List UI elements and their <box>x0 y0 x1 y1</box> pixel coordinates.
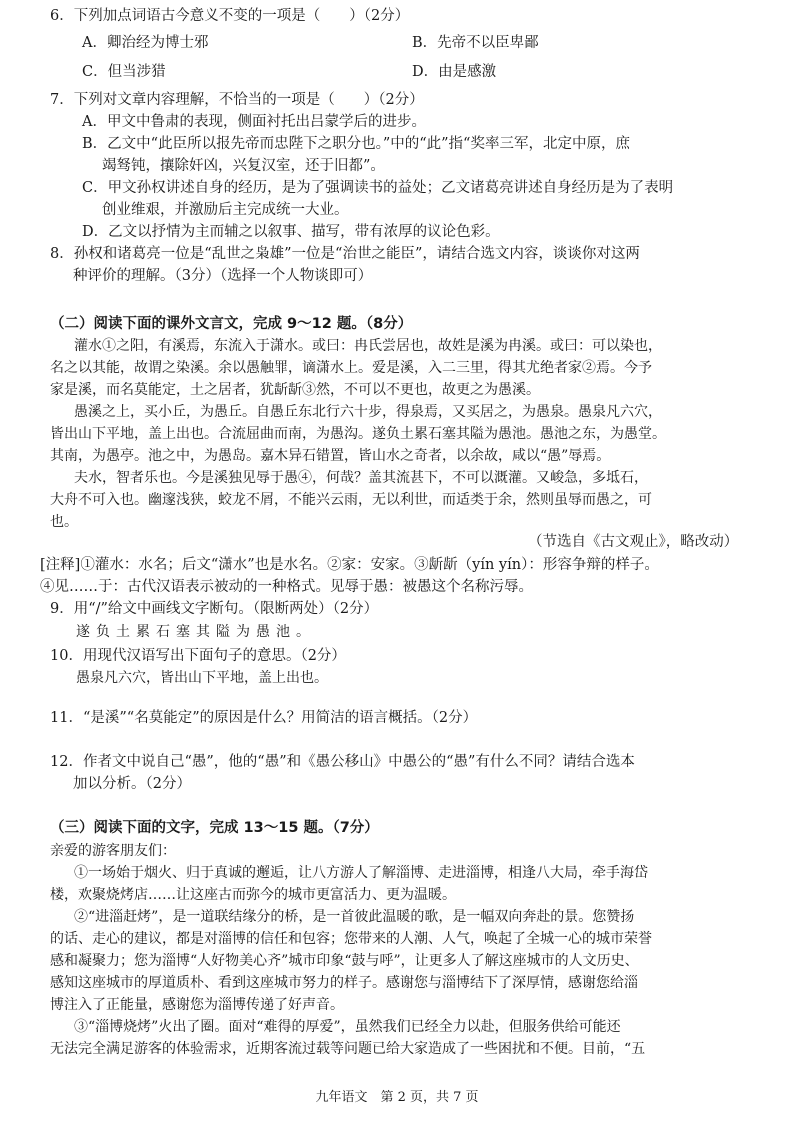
passage-line: 名之以其能，故谓之染溪。余以愚触罪，谪潇水上。爱是溪，入二三里，得其尤绝者家②焉。今予 <box>50 360 652 376</box>
q6-option-a: A．卿治经为博士邪 <box>82 35 209 51</box>
section3-heading: （三）阅读下面的文字，完成 13～15 题。（7分） <box>50 820 379 836</box>
q6-option-c: C．但当涉猎 <box>82 64 166 80</box>
q11-stem: 11．“是溪”“名莫能定”的原因是什么？用简洁的语言概括。（2分） <box>50 710 478 726</box>
notes-line: [注释]①灌水：水名；后文“潇水”也是水名。②家：安家。③龂龂（yín yín）：形容争辩的样子。 <box>40 557 659 573</box>
q7-line: A．甲文中鲁肃的表现，侧面衬托出吕蒙学后的进步。 <box>82 114 426 130</box>
letter-greeting: 亲爱的游客朋友们： <box>50 843 176 859</box>
section2-heading: （二）阅读下面的课外文言文，完成 9～12 题。（8分） <box>50 316 413 332</box>
passage-line: 大舟不可入也。幽邃浅狭，蛟龙不屑，不能兴云雨，无以利世，而适类于余，然则虽辱而愚之，可 <box>50 492 652 508</box>
q7-line: 创业维艰，并激励后主完成统一大业。 <box>102 202 349 218</box>
q6-stem: 6．下列加点词语古今意义不变的一项是（ ）（2分） <box>50 8 410 24</box>
letter-line: ③“淄博烧烤”火出了圈。面对“难得的厚爱”，虽然我们已经全力以赴，但服务供给可能还 <box>74 1019 621 1035</box>
q12-line: 加以分析。（2分） <box>73 776 191 792</box>
letter-line: 感知这座城市的厚道质朴、看到这座城市努力的样子。感谢您与淄博结下了深厚情，感谢您给淄 <box>50 975 638 991</box>
q9-sentence: 遂负土累石塞其隘为愚池。 <box>76 624 316 640</box>
passage-line: 皆出山下平地，盖上出也。合流屈曲而南，为愚沟。遂负土累石塞其隘为愚池。愚池之东，为愚堂。 <box>50 426 666 442</box>
passage-line: 也。 <box>50 514 78 530</box>
q7-line: D．乙文以抒情为主而辅之以叙事、描写，带有浓厚的议论色彩。 <box>82 224 500 240</box>
passage-line: 夫水，智者乐也。今是溪独见辱于愚④，何哉？盖其流甚下，不可以溉灌。又峻急，多坻石， <box>74 470 648 486</box>
q7-line: C．甲文孙权讲述自身的经历，是为了强调读书的益处；乙文诸葛亮讲述自身经历是为了表明 <box>82 180 674 196</box>
letter-line: 无法完全满足游客的体验需求，近期客流过载等问题已给大家造成了一些困扰和不便。目前，“五 <box>50 1041 646 1057</box>
q6-option-b: B．先帝不以臣卑鄙 <box>412 35 539 51</box>
page-footer: 九年语文 第 2 页，共 7 页 <box>315 1090 479 1105</box>
passage-source: （节选自《古文观止》，略改动） <box>528 534 739 550</box>
letter-line: 感和凝聚力；您为淄博“人好物美心齐”城市印象“鼓与呼”，让更多人了解这座城市的人文历史、 <box>50 953 639 969</box>
q7-line: B．乙文中“此臣所以报先帝而忠陛下之职分也。”中的“此”指“奖率三军，北定中原，庶 <box>82 136 630 152</box>
q9-stem: 9．用“/”给文中画线文字断句。（限断两处）（2分） <box>50 601 379 617</box>
letter-line: ②“进淄赶烤”，是一道联结缘分的桥，是一首彼此温暖的歌，是一幅双向奔赴的景。您赞扬 <box>74 909 635 925</box>
notes-line: ④见……于：古代汉语表示被动的一种格式。见辱于愚：被愚这个名称污辱。 <box>40 579 533 595</box>
passage-line: 愚溪之上，买小丘，为愚丘。自愚丘东北行六十步，得泉焉，又买居之，为愚泉。愚泉凡六穴， <box>74 404 662 420</box>
q6-option-d: D．由是感激 <box>412 64 497 80</box>
letter-line: ①一场始于烟火、归于真诚的邂逅，让八方游人了解淄博、走进淄博，相逢八大局，牵手海岱 <box>74 865 648 881</box>
q7-line: 竭驽钝，攘除奸凶，兴复汉室，还于旧都”。 <box>102 158 385 174</box>
q8-line: 8．孙权和诸葛亮一位是“乱世之枭雄”一位是“治世之能臣”，请结合选文内容，谈谈你对这两 <box>50 246 640 262</box>
passage-line: 其南，为愚亭。池之中，为愚岛。嘉木异石错置，皆山水之奇者，以余故，咸以“愚”辱焉。 <box>50 448 611 464</box>
letter-line: 楼，欢聚烧烤店……让这座古而弥今的城市更富活力、更为温暖。 <box>50 887 456 903</box>
q10-stem: 10．用现代汉语写出下面句子的意思。（2分） <box>50 648 346 664</box>
q10-sentence: 愚泉凡六穴，皆出山下平地，盖上出也。 <box>76 670 328 686</box>
passage-line: 家是溪，而名莫能定，土之居者，犹龂龂③然，不可以不更也，故更之为愚溪。 <box>50 382 540 398</box>
q12-line: 12．作者文中说自己“愚”，他的“愚”和《愚公移山》中愚公的“愚”有什么不同？请结合选本 <box>50 754 635 770</box>
q8-line: 种评价的理解。（3分）（选择一个人物谈即可） <box>73 268 373 284</box>
passage-line: 灌水①之阳，有溪焉，东流入于潇水。或曰：冉氏尝居也，故姓是溪为冉溪。或曰：可以染也， <box>74 338 662 354</box>
letter-line: 博注入了正能量，感谢您为淄博传递了好声音。 <box>50 997 344 1013</box>
q7-stem: 7．下列对文章内容理解，不恰当的一项是（ ）（2分） <box>50 92 424 108</box>
letter-line: 的话、走心的建议，都是对淄博的信任和包容；您带来的人潮、人气，唤起了全城一心的城市荣誉 <box>50 931 652 947</box>
